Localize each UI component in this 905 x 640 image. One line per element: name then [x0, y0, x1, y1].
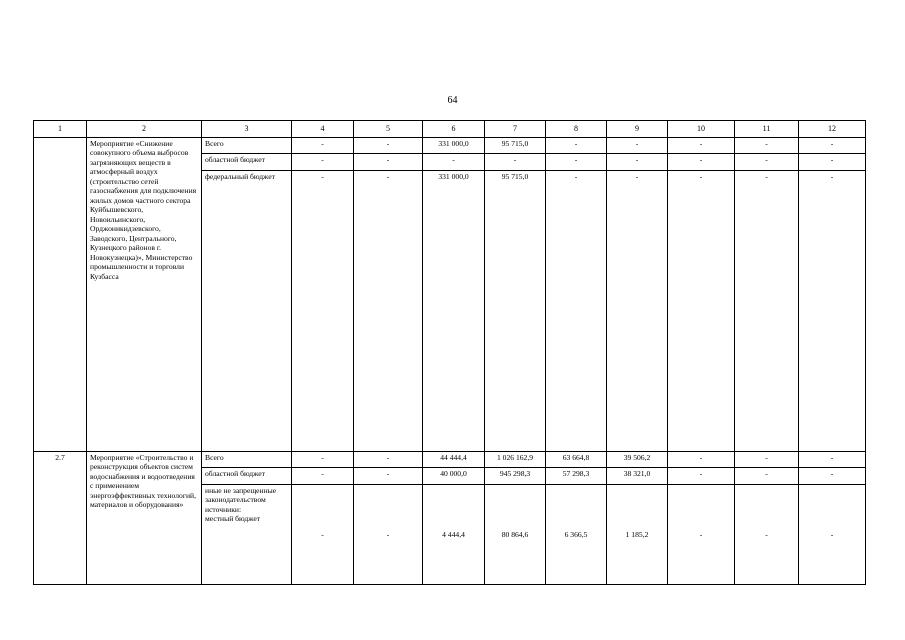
table-cell: -: [423, 154, 485, 171]
table-cell: -: [292, 468, 354, 485]
table-cell: -: [668, 154, 735, 171]
table-cell: -: [668, 468, 735, 485]
funding-source-label: местный бюджет: [205, 514, 261, 524]
table-row: [34, 452, 866, 468]
row-id: [34, 138, 87, 452]
table-cell: -: [354, 154, 423, 171]
table-cell: 331 000,0: [423, 138, 485, 154]
table-cell: 57 298,3: [546, 468, 607, 485]
table-cell: 945 298,3: [485, 468, 546, 485]
table-cell: -: [735, 485, 799, 585]
table-cell: 1 026 162,9: [485, 452, 546, 468]
funding-source: Всего: [202, 452, 292, 468]
table-cell: -: [607, 154, 668, 171]
column-header: 9: [607, 121, 668, 138]
table-cell: -: [735, 138, 799, 154]
funding-source: федеральный бюджет: [202, 171, 292, 452]
funding-source: областной бюджет: [202, 154, 292, 171]
table-cell: -: [485, 154, 546, 171]
column-header: 8: [546, 121, 607, 138]
table-cell: -: [354, 452, 423, 468]
measure-name: Мероприятие «Строительство и реконструкция объектов систем водоснабжения и водоотведения с применением энергоэффективных технологий, материалов и оборудования»: [87, 452, 202, 585]
column-header: 3: [202, 121, 292, 138]
table-cell: -: [799, 468, 866, 485]
table-cell: -: [546, 171, 607, 452]
measure-name: Мероприятие «Снижение совокупного объема выбросов загрязняющих веществ в атмосферный воздух (строительство сетей газоснабжения для подключения жилых домов частного сектора Куйбышевского, Новоильинского, Орджоникидзевского, Заводского, Центрального, Кузнецкого районов г. Новокузнецка)», Министерство промышленности и торговли Кузбасса: [87, 138, 202, 452]
table-cell: -: [735, 452, 799, 468]
table-cell: -: [735, 154, 799, 171]
table-cell: -: [799, 154, 866, 171]
table-cell: -: [292, 485, 354, 585]
column-header: 2: [87, 121, 202, 138]
column-header-row: [34, 121, 866, 138]
table-cell: -: [799, 452, 866, 468]
table-cell: -: [799, 138, 866, 154]
table-cell: -: [354, 485, 423, 585]
table-cell: -: [292, 452, 354, 468]
table-cell: -: [799, 485, 866, 585]
table-cell: -: [354, 138, 423, 154]
table-cell: -: [546, 138, 607, 154]
table-cell: -: [546, 154, 607, 171]
table-cell: -: [799, 171, 866, 452]
table-cell: -: [292, 154, 354, 171]
table-cell: -: [735, 171, 799, 452]
table-row: [34, 138, 866, 154]
column-header: 1: [34, 121, 87, 138]
table-cell: -: [668, 171, 735, 452]
table-cell: -: [735, 468, 799, 485]
table-cell: 38 321,0: [607, 468, 668, 485]
column-header: 4: [292, 121, 354, 138]
funding-source-note: иные не запрещенные законодательством источники:: [205, 486, 277, 514]
table-cell: 1 185,2: [607, 485, 668, 585]
funding-source: Всего: [202, 138, 292, 154]
funding-source: [202, 485, 292, 585]
table-cell: 44 444,4: [423, 452, 485, 468]
table-cell: 95 715,0: [485, 171, 546, 452]
table-cell: 39 506,2: [607, 452, 668, 468]
table-cell: -: [668, 452, 735, 468]
table-cell: -: [354, 468, 423, 485]
row-id: 2.7: [34, 452, 87, 585]
column-header: 11: [735, 121, 799, 138]
table-cell: -: [668, 138, 735, 154]
table-cell: 4 444,4: [423, 485, 485, 585]
funding-source: областной бюджет: [202, 468, 292, 485]
column-header: 12: [799, 121, 866, 138]
column-header: 5: [354, 121, 423, 138]
table-cell: 63 664,8: [546, 452, 607, 468]
column-header: 10: [668, 121, 735, 138]
table-cell: -: [668, 485, 735, 585]
table-cell: 6 366,5: [546, 485, 607, 585]
table-cell: 80 864,6: [485, 485, 546, 585]
column-header: 7: [485, 121, 546, 138]
table-cell: 95 715,0: [485, 138, 546, 154]
table-cell: -: [292, 171, 354, 452]
table-cell: -: [292, 138, 354, 154]
table-cell: -: [607, 138, 668, 154]
table-cell: 40 000,0: [423, 468, 485, 485]
budget-table: [33, 120, 866, 585]
table-cell: -: [607, 171, 668, 452]
table-cell: 331 000,0: [423, 171, 485, 452]
page-number: 64: [447, 95, 458, 106]
column-header: 6: [423, 121, 485, 138]
table-cell: -: [354, 171, 423, 452]
